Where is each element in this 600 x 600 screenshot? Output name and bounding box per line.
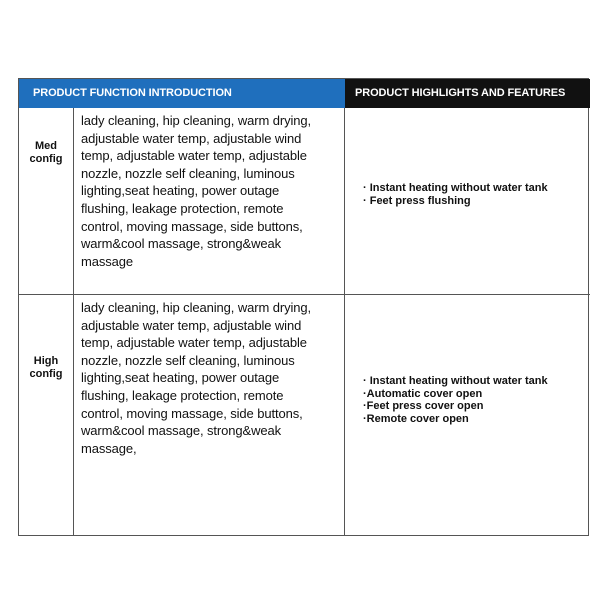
config-label-med [19, 108, 74, 294]
table-row-high-config [19, 295, 590, 535]
function-list-med: lady cleaning, hip cleaning, warm drying, adjustable water temp, adjustable wind temp, adjustable water temp, adjustable nozzle, nozzle self cleaning, luminous lighting,seat heating, power outage flushing, leakage protection, remote control, moving massage, side buttons, warm&cool massage, strong&weak massage [74, 108, 345, 294]
feature-item: · Feet press flushing [363, 194, 471, 207]
config-label-med-text: Med config [29, 140, 63, 165]
function-list-high: lady cleaning, hip cleaning, warm drying, adjustable water temp, adjustable wind temp, adjustable water temp, adjustable nozzle, nozzle self cleaning, luminous lighting,seat heating, power outage flushing, leakage protection, remote control, moving massage, side buttons, warm&cool massage, strong&weak massage, [74, 295, 345, 535]
feature-item: ·Remote cover open [363, 412, 469, 425]
function-intro-header: PRODUCT FUNCTION INTRODUCTION [19, 79, 345, 108]
feature-item: ·Feet press cover open [363, 400, 484, 412]
feature-list-med [363, 182, 548, 207]
feature-item: · Instant heating without water tank [363, 375, 548, 387]
highlights-header: PRODUCT HIGHLIGHTS AND FEATURES [345, 79, 590, 108]
table-header-row [19, 79, 590, 108]
features-cell-med [345, 108, 590, 294]
feature-list-high [363, 375, 548, 425]
feature-item: · Instant heating without water tank [363, 182, 548, 194]
config-label-high-text: High config [29, 355, 63, 380]
features-cell-high [345, 295, 590, 535]
feature-item: ·Automatic cover open [363, 387, 483, 400]
product-spec-table [18, 78, 589, 536]
table-row-med-config [19, 108, 590, 295]
config-label-high [19, 295, 74, 535]
